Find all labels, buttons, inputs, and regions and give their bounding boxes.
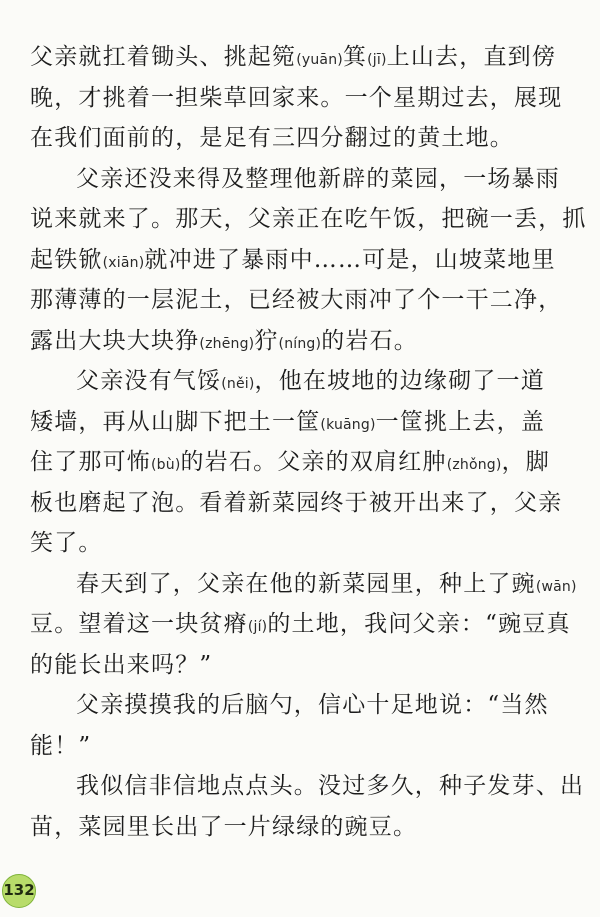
pinyin-annotation: (něi) <box>221 376 255 392</box>
text-segment: 板也磨起了泡。看着新菜园终于被开出来了，父亲 <box>30 489 563 516</box>
pinyin-annotation: (xiān) <box>102 254 145 271</box>
text-line <box>30 523 582 564</box>
text-segment: 狞 <box>254 327 279 354</box>
text-line <box>30 807 582 848</box>
text-segment: 的岩石。父亲的双肩红肿 <box>180 449 447 475</box>
text-segment: 住了那可怖 <box>30 449 151 475</box>
text-line <box>30 645 582 686</box>
pinyin-annotation: (zhēng) <box>199 335 255 352</box>
pinyin-annotation: (níng) <box>278 335 322 352</box>
pinyin-annotation: (jī) <box>367 52 387 68</box>
text-segment: 箕 <box>342 44 368 70</box>
text-line <box>30 240 582 281</box>
text-segment: 笑了。 <box>30 530 103 556</box>
pinyin-annotation: (jí) <box>247 619 268 635</box>
text-line <box>30 361 582 402</box>
text-line <box>30 726 582 767</box>
text-segment: 矮墙，再从山脚下把土一筐 <box>30 408 321 435</box>
text-segment: 的能长出来吗？” <box>30 651 213 678</box>
text-line <box>30 280 582 321</box>
text-line <box>30 483 582 524</box>
text-segment: 上山去，直到傍 <box>386 44 557 70</box>
pinyin-annotation: (kuāng) <box>320 416 376 433</box>
text-segment: 父亲还没来得及整理他新辟的菜园，一场暴雨 <box>76 165 560 192</box>
text-segment: 就冲进了暴雨中……可是，山坡菜地里 <box>144 246 556 273</box>
text-line <box>30 685 582 726</box>
text-line <box>30 78 582 119</box>
text-line <box>30 402 582 443</box>
text-segment: 父亲摸摸我的后脑勺，信心十足地说：“当然 <box>76 692 549 718</box>
text-segment: 的岩石。 <box>321 327 418 354</box>
text-segment: 父亲就扛着锄头、挑起箢 <box>30 44 297 70</box>
pinyin-annotation: (bù) <box>151 457 181 473</box>
text-segment: 能！” <box>30 732 92 759</box>
text-line <box>30 442 582 483</box>
text-line <box>30 199 587 240</box>
text-segment: ，脚 <box>501 449 550 475</box>
text-segment: 晚，才挑着一担柴草回家来。一个星期过去，展现 <box>30 84 563 111</box>
page-number-badge: 132 <box>2 874 36 908</box>
text-segment: 春天到了，父亲在他的新菜园里，种上了豌 <box>76 570 536 597</box>
text-line <box>30 321 582 362</box>
text-segment: 豆。望着这一块贫瘠 <box>30 611 248 637</box>
pinyin-annotation: (yuān) <box>296 52 343 68</box>
text-segment: 苗，菜园里长出了一片绿绿的豌豆。 <box>30 813 418 840</box>
text-segment: 一筐挑上去，盖 <box>375 408 546 435</box>
text-line <box>30 766 585 807</box>
text-line <box>30 118 582 159</box>
text-line <box>30 37 582 78</box>
text-segment: 那薄薄的一层泥土，已经被大雨冲了个一干二净， <box>30 287 563 313</box>
text-segment: 起铁锨 <box>30 246 103 273</box>
story-text <box>30 37 587 847</box>
text-line <box>30 604 582 645</box>
text-segment: ，他在坡地的边缘砌了一道 <box>254 368 545 394</box>
text-line <box>30 159 582 200</box>
text-segment: 父亲没有气馁 <box>76 368 222 394</box>
text-segment: 在我们面前的，是足有三四分翻过的黄土地。 <box>30 125 514 151</box>
text-line <box>30 564 582 605</box>
text-segment: 露出大块大块狰 <box>30 327 200 354</box>
pinyin-annotation: (wān) <box>535 578 577 595</box>
text-segment: 说来就来了。那天，父亲正在吃午饭，把碗一丢，抓 <box>30 206 587 232</box>
text-segment: 我似信非信地点点头。没过多久，种子发芽、出 <box>76 773 585 799</box>
pinyin-annotation: (zhǒng) <box>446 457 502 473</box>
text-segment: 的土地，我问父亲：“豌豆真 <box>267 611 571 637</box>
